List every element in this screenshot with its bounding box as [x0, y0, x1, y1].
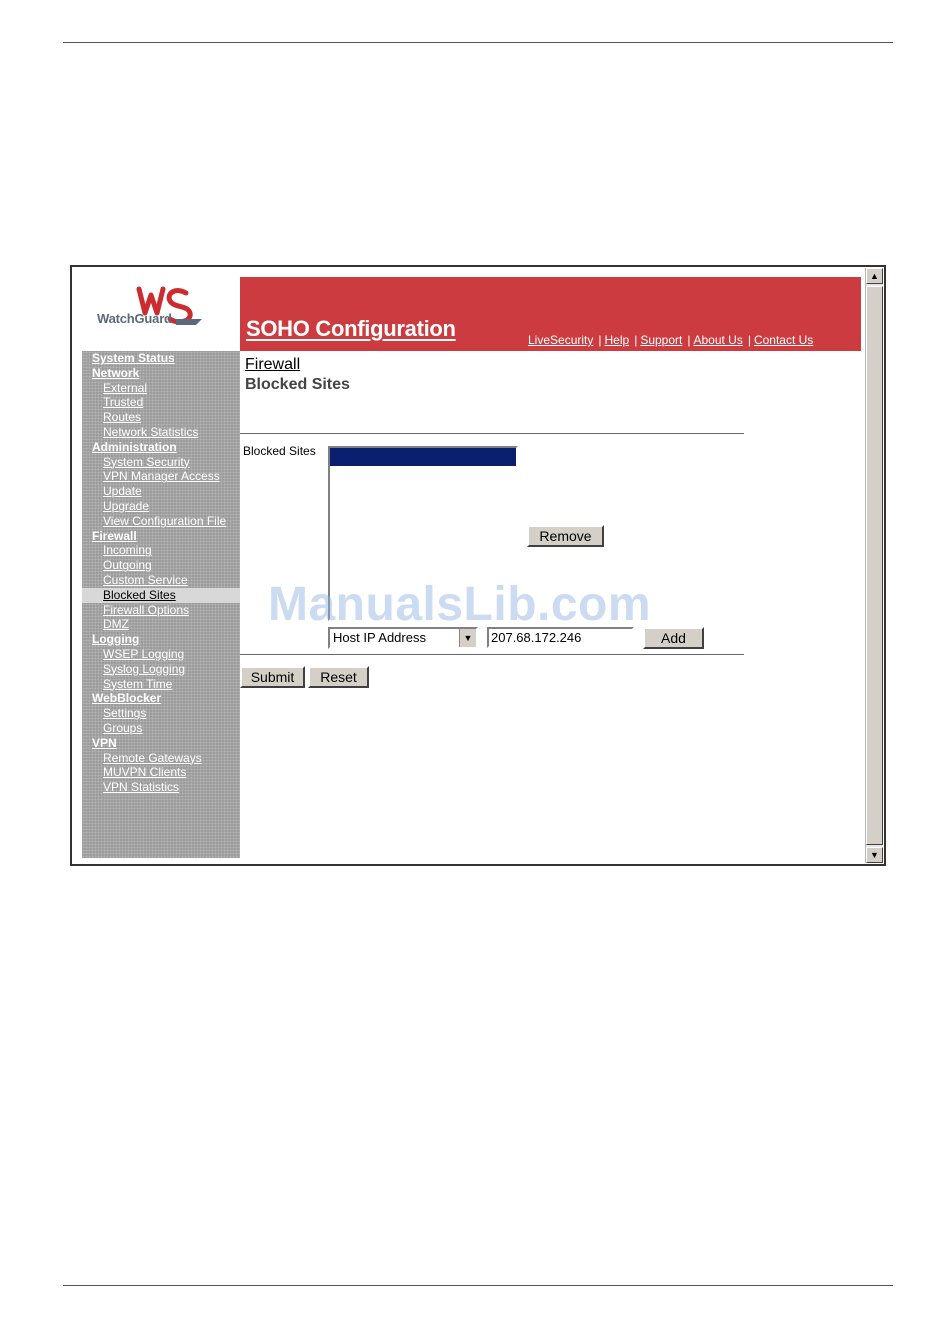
- sidebar-item-vpn-manager-access[interactable]: [82, 469, 240, 484]
- link-livesecurity[interactable]: LiveSecurity: [528, 333, 594, 347]
- sidebar-item-remote-gateways[interactable]: [82, 751, 240, 766]
- sidebar-item-label: Settings: [103, 706, 147, 721]
- sidebar-item-label: View Configuration File: [103, 513, 227, 528]
- sidebar-item-label: Trusted: [103, 395, 144, 410]
- address-input[interactable]: 207.68.172.246: [487, 627, 634, 648]
- sidebar-item-label: VPN Statistics: [103, 780, 180, 795]
- sidebar-item-settings[interactable]: [82, 706, 240, 721]
- sidebar-nav: [82, 351, 240, 858]
- sidebar-item-label: Firewall Options: [103, 602, 190, 617]
- sidebar-item-system-time[interactable]: [82, 677, 240, 692]
- page-title: Blocked Sites: [245, 376, 350, 393]
- sidebar-item-label: System Security: [103, 454, 190, 469]
- sidebar-item-label: System Time: [103, 676, 173, 691]
- sidebar-item-label: Blocked Sites: [103, 587, 176, 602]
- blocked-sites-label: Blocked Sites: [243, 444, 316, 458]
- divider-top: [240, 433, 744, 434]
- app-title: SOHO Configuration: [246, 316, 456, 341]
- divider-bottom: [240, 654, 744, 655]
- sidebar-item-label: VPN Manager Access: [103, 469, 220, 484]
- sidebar-item-routes[interactable]: [82, 410, 240, 425]
- remove-button[interactable]: Remove: [527, 525, 604, 547]
- sidebar-item-firewall[interactable]: [82, 529, 240, 544]
- sidebar-item-label: DMZ: [103, 617, 129, 632]
- sidebar-item-logging[interactable]: [82, 632, 240, 647]
- sidebar-item-dmz[interactable]: [82, 617, 240, 632]
- link-help[interactable]: Help: [604, 333, 630, 347]
- sidebar-item-upgrade[interactable]: [82, 499, 240, 514]
- sidebar-item-syslog-logging[interactable]: [82, 662, 240, 677]
- sidebar-item-label: Network Statistics: [103, 424, 199, 439]
- chevron-down-icon[interactable]: ▼: [459, 629, 476, 647]
- sidebar-item-label: Custom Service: [103, 572, 188, 587]
- sidebar-item-update[interactable]: [82, 484, 240, 499]
- watchguard-logo: [82, 277, 240, 351]
- sidebar-item-label: WebBlocker: [92, 691, 162, 706]
- sidebar-item-label: Routes: [103, 410, 142, 425]
- sidebar-item-label: Administration: [92, 439, 177, 454]
- page-bottom-rule: [63, 1285, 893, 1286]
- sidebar-item-label: VPN: [92, 735, 117, 750]
- sidebar-item-muvpn-clients[interactable]: [82, 765, 240, 780]
- listbox-selected-row[interactable]: [330, 448, 516, 466]
- sidebar-item-custom-service[interactable]: [82, 573, 240, 588]
- scroll-up-icon[interactable]: ▲: [866, 268, 883, 284]
- scroll-thumb[interactable]: [866, 286, 883, 845]
- browser-window: [70, 265, 886, 866]
- sidebar-item-firewall-options[interactable]: [82, 603, 240, 618]
- sidebar-item-webblocker[interactable]: [82, 691, 240, 706]
- logo-text: WatchGuard: [97, 311, 172, 326]
- add-button[interactable]: Add: [643, 627, 704, 649]
- sidebar-item-label: Outgoing: [103, 558, 152, 573]
- sidebar-item-external[interactable]: [82, 381, 240, 396]
- sidebar-item-label: System Status: [92, 351, 175, 365]
- sidebar-item-view-configuration-file[interactable]: [82, 514, 240, 529]
- sidebar-item-outgoing[interactable]: [82, 558, 240, 573]
- sidebar-item-blocked-sites[interactable]: [82, 588, 240, 603]
- sidebar-item-label: Firewall: [92, 528, 137, 543]
- sidebar-item-wsep-logging[interactable]: [82, 647, 240, 662]
- reset-button[interactable]: Reset: [308, 666, 369, 688]
- sidebar-item-label: Upgrade: [103, 498, 150, 513]
- sidebar-item-label: Groups: [103, 720, 143, 735]
- page-top-rule: [63, 42, 893, 43]
- sidebar-item-label: MUVPN Clients: [103, 765, 187, 780]
- sidebar-item-system-security[interactable]: [82, 455, 240, 470]
- breadcrumb-firewall[interactable]: Firewall: [245, 356, 301, 373]
- sidebar-nav-list: [82, 351, 240, 795]
- vertical-scrollbar[interactable]: [865, 268, 883, 863]
- sidebar-item-label: Remote Gateways: [103, 750, 202, 765]
- link-about-us[interactable]: About Us: [693, 333, 743, 347]
- sidebar-item-incoming[interactable]: [82, 543, 240, 558]
- scroll-down-icon[interactable]: ▼: [866, 847, 883, 863]
- sidebar-item-label: Network: [92, 365, 140, 380]
- watermark: ManualsLib.com: [268, 578, 652, 631]
- top-links: LiveSecurity | Help | Support | About Us | Contact Us: [528, 333, 814, 347]
- submit-button[interactable]: Submit: [240, 666, 305, 688]
- address-type-value: Host IP Address: [333, 630, 426, 645]
- sidebar-item-label: Logging: [92, 632, 140, 647]
- sidebar-item-system-status[interactable]: [82, 351, 240, 366]
- browser-viewport: [72, 267, 864, 864]
- sidebar-item-network[interactable]: [82, 366, 240, 381]
- sidebar-item-label: External: [103, 380, 148, 395]
- sidebar-item-administration[interactable]: [82, 440, 240, 455]
- sidebar-item-groups[interactable]: [82, 721, 240, 736]
- sidebar-item-vpn[interactable]: [82, 736, 240, 751]
- sidebar-item-vpn-statistics[interactable]: [82, 780, 240, 795]
- sidebar-item-label: WSEP Logging: [103, 646, 185, 661]
- sidebar-item-label: Syslog Logging: [103, 661, 186, 676]
- sidebar-item-trusted[interactable]: [82, 395, 240, 410]
- sidebar-item-label: Update: [103, 484, 142, 499]
- link-support[interactable]: Support: [640, 333, 683, 347]
- header-banner: [240, 277, 861, 351]
- link-contact-us[interactable]: Contact Us: [753, 333, 814, 347]
- sidebar-item-network-statistics[interactable]: [82, 425, 240, 440]
- sidebar-item-label: Incoming: [103, 543, 152, 558]
